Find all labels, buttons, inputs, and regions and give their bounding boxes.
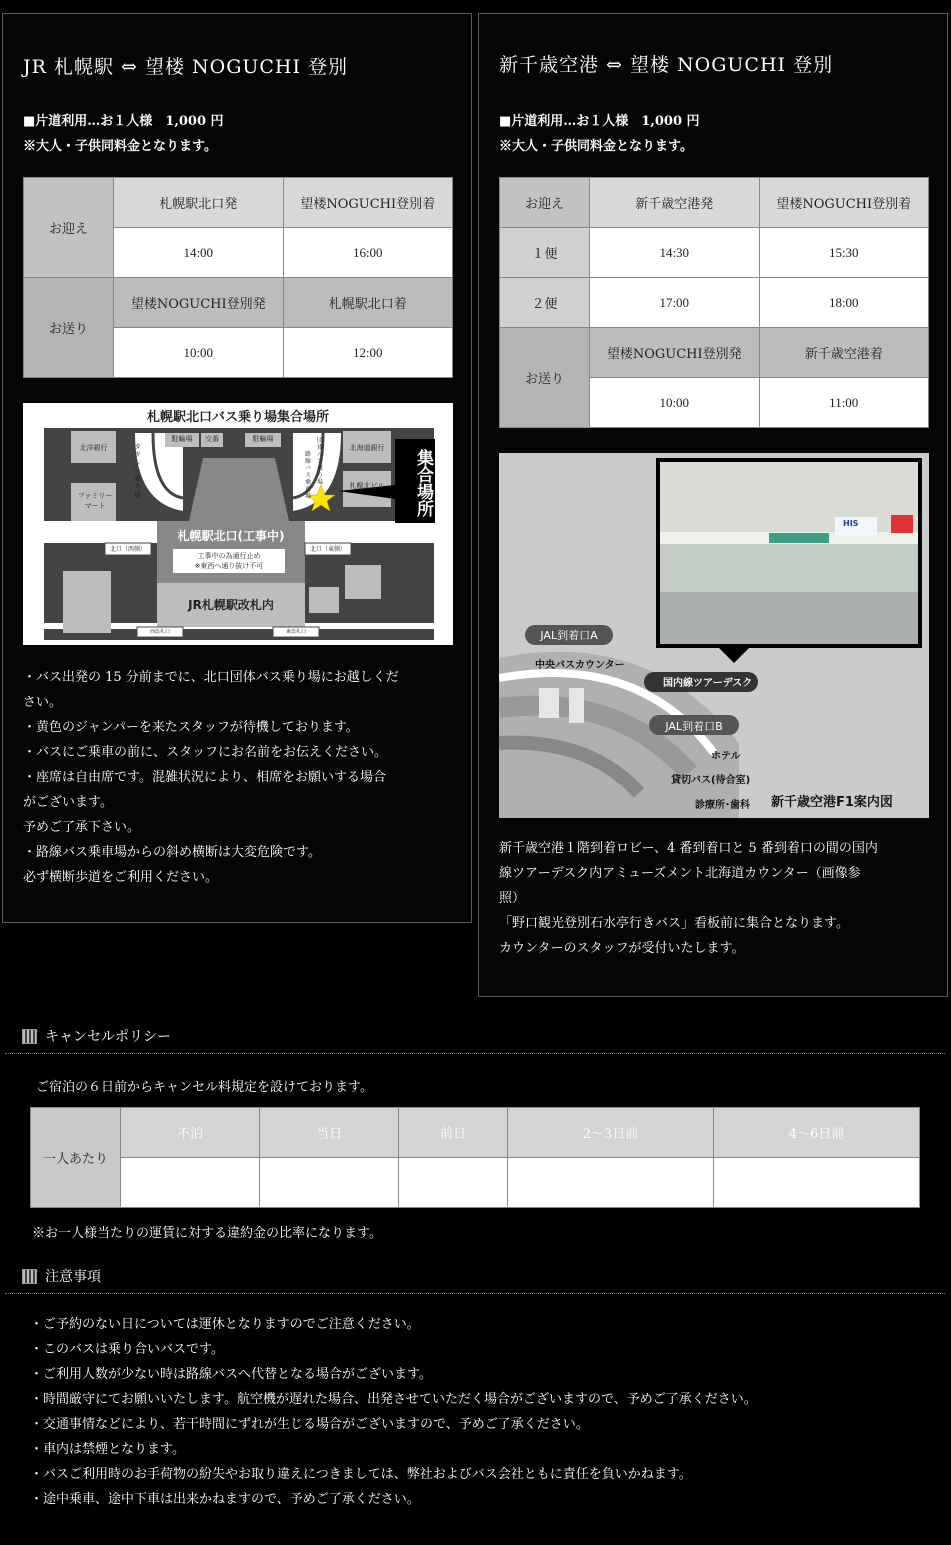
airport-trip1-label: １便 bbox=[500, 228, 590, 278]
airport-fare-note: ※大人・子供同料金となります。 bbox=[499, 139, 693, 154]
airport-panel bbox=[478, 13, 948, 997]
airport-pickup-to: 望楼NOGUCHI登別着 bbox=[759, 178, 929, 228]
caution-item: ・時間厳守にてお願いいたします。航空機が遅れた場合、出発させていただく場合がございますので、予めご了承ください。 bbox=[30, 1392, 757, 1407]
sapporo-note: さい。 bbox=[23, 695, 63, 710]
map-taxi: タクシー乗り場 bbox=[134, 443, 141, 499]
cancel-intro: ご宿泊の６日前からキャンセル料規定を設けております。 bbox=[36, 1080, 373, 1095]
sapporo-note: ・バスにご乗車の前に、スタッフにお名前をお伝えください。 bbox=[23, 745, 388, 760]
cancel-footnote: ※お一人様当たりの運賃に対する違約金の比率になります。 bbox=[32, 1226, 382, 1241]
airport-map-title: 新千歳空港F1案内図 bbox=[771, 795, 893, 810]
sapporo-dropoff-arr: 12:00 bbox=[283, 328, 453, 378]
sapporo-pickup-dep: 14:00 bbox=[114, 228, 284, 278]
sapporo-route-title: JR 札幌駅 ⇔ 望楼 NOGUCHI 登別 bbox=[23, 56, 349, 78]
sapporo-note: ・座席は自由席です。混雑状況により、相席をお願いする場合 bbox=[23, 770, 386, 785]
cancel-row-label: 一人あたり bbox=[31, 1108, 121, 1208]
caution-item: ・車内は禁煙となります。 bbox=[30, 1442, 185, 1457]
airport-dropoff-label: お送り bbox=[500, 328, 590, 428]
map-east-gate: 東改札口 bbox=[285, 629, 306, 635]
jal-arrival-a: JAL到着口A bbox=[540, 629, 598, 642]
cancel-rate: 20% bbox=[714, 1158, 920, 1208]
map-hokkaido-bank: 北海道銀行 bbox=[349, 444, 385, 452]
airport-fare-line: ■片道利用…お１人様 1,000 円 bbox=[499, 114, 700, 129]
airport-floor-map bbox=[499, 453, 929, 818]
airport-dropoff-arr: 11:00 bbox=[759, 378, 929, 428]
map-bike1: 駐輪場 bbox=[171, 435, 193, 443]
sapporo-panel bbox=[2, 13, 472, 923]
cancel-rate: 80% bbox=[399, 1158, 508, 1208]
airport-note: 「野口観光登別石水亭行きバス」看板前に集合となります。 bbox=[499, 916, 849, 931]
sapporo-dropoff-to: 札幌駅北口着 bbox=[283, 278, 453, 328]
airport-note: 新千歳空港１階到着ロビー、4 番到着口と 5 番到着口の間の国内 bbox=[499, 841, 878, 856]
map-west-exit: 北口（西側） bbox=[109, 546, 146, 553]
map-koban: 交番 bbox=[205, 435, 219, 443]
map-gate: JR札幌駅改札内 bbox=[188, 598, 274, 612]
cancel-col-header: 不泊 bbox=[121, 1108, 260, 1158]
airport-pickup-label: お迎え bbox=[500, 178, 590, 228]
map-meeting-point: 集合場所 bbox=[413, 449, 433, 517]
cancel-col-header: 4〜6日前 bbox=[714, 1108, 920, 1158]
sapporo-note: ・バス出発の 15 分前までに、北口団体バス乗り場にお越しくだ bbox=[23, 670, 399, 685]
sapporo-pickup-from: 札幌駅北口発 bbox=[114, 178, 284, 228]
map-hokuyo: 北洋銀行 bbox=[79, 444, 108, 452]
sapporo-dropoff-from: 望楼NOGUCHI登別発 bbox=[114, 278, 284, 328]
cancel-col-header: 2〜3日前 bbox=[508, 1108, 714, 1158]
section-icon bbox=[22, 1269, 37, 1284]
caution-item: ・このバスは乗り合いバスです。 bbox=[30, 1342, 224, 1357]
central-bus-counter: 中央バスカウンター bbox=[535, 660, 625, 671]
sapporo-notes bbox=[23, 665, 455, 890]
airport-pickup-from: 新千歳空港発 bbox=[590, 178, 760, 228]
caution-title: 注意事項 bbox=[45, 1269, 101, 1285]
caution-item: ・交通事情などにより、若干時間にずれが生じる場合がございますので、予めご了承ください。 bbox=[30, 1417, 589, 1432]
cancel-rate: 50% bbox=[508, 1158, 714, 1208]
map-group-bus: 団体バス乗り場 bbox=[317, 437, 324, 486]
map-route-bus: 路線バス乗車場 bbox=[305, 451, 312, 500]
jal-arrival-b: JAL到着口B bbox=[665, 720, 723, 733]
airport-fare bbox=[499, 109, 700, 159]
sapporo-fare-line: ■片道利用…お１人様 1,000 円 bbox=[23, 114, 224, 129]
sapporo-note: ・路線バス乗車場からの斜め横断は大変危険です。 bbox=[23, 845, 321, 860]
cancel-col-header: 当日 bbox=[260, 1108, 399, 1158]
airport-trip2-dep: 17:00 bbox=[590, 278, 760, 328]
caution-list bbox=[30, 1312, 757, 1512]
sapporo-fare-note: ※大人・子供同料金となります。 bbox=[23, 139, 217, 154]
cancel-table bbox=[30, 1107, 920, 1208]
sapporo-station-map bbox=[23, 403, 453, 645]
caution-item: ・ご予約のない日については運休となりますのでご注意ください。 bbox=[30, 1317, 420, 1332]
airport-note: 照） bbox=[499, 891, 526, 906]
charter-bus-label: 貸切バス(待合室) bbox=[671, 775, 751, 786]
sapporo-note: 予めご了承下さい。 bbox=[23, 820, 141, 835]
cancel-rate: 100% bbox=[121, 1158, 260, 1208]
section-icon bbox=[22, 1029, 37, 1044]
sapporo-dropoff-dep: 10:00 bbox=[114, 328, 284, 378]
sapporo-dropoff-label: お送り bbox=[24, 278, 114, 378]
map-bike2: 駐輪場 bbox=[252, 435, 274, 443]
divider bbox=[5, 1053, 945, 1054]
airport-note: カウンターのスタッフが受付いたします。 bbox=[499, 941, 745, 956]
hotel-label: ホテル bbox=[711, 751, 741, 762]
sapporo-note: 必ず横断歩道をご利用ください。 bbox=[23, 870, 219, 885]
airport-trip1-arr: 15:30 bbox=[759, 228, 929, 278]
airport-note: 線ツアーデスク内アミューズメント北海道カウンター（画像参 bbox=[499, 866, 861, 881]
airport-notes bbox=[499, 836, 931, 961]
airport-route-title: 新千歳空港 ⇔ 望楼 NOGUCHI 登別 bbox=[499, 54, 834, 76]
cancel-policy-heading bbox=[22, 1026, 171, 1046]
airport-trip2-arr: 18:00 bbox=[759, 278, 929, 328]
airport-trip1-dep: 14:30 bbox=[590, 228, 760, 278]
sapporo-note: ・黄色のジャンパーを来たスタッフが待機しております。 bbox=[23, 720, 359, 735]
map-construction-2: ※東西へ通り抜け不可 bbox=[194, 562, 264, 570]
caution-item: ・ご利用人数が少ない時は路線バスへ代替となる場合がございます。 bbox=[30, 1367, 432, 1382]
divider bbox=[5, 1293, 945, 1294]
caution-item: ・途中乗車、途中下車は出来かねますので、予めご了承ください。 bbox=[30, 1492, 420, 1507]
airport-trip2-label: ２便 bbox=[500, 278, 590, 328]
sapporo-schedule-table bbox=[23, 177, 453, 378]
his-sign: HIS bbox=[843, 519, 859, 528]
sapporo-map-title: 札幌駅北口バス乗り場集合場所 bbox=[146, 410, 329, 425]
map-east-exit: 北口（東側） bbox=[309, 546, 346, 553]
sapporo-note: がございます。 bbox=[23, 795, 113, 810]
airport-schedule-table bbox=[499, 177, 929, 428]
sapporo-pickup-arr: 16:00 bbox=[283, 228, 453, 278]
airport-dropoff-dep: 10:00 bbox=[590, 378, 760, 428]
map-west-gate: 西改札口 bbox=[149, 629, 170, 635]
cancel-rate: 100% bbox=[260, 1158, 399, 1208]
domestic-tour-desk: 国内線ツアーデスク bbox=[663, 678, 753, 689]
sapporo-pickup-label: お迎え bbox=[24, 178, 114, 278]
airport-dropoff-to: 新千歳空港着 bbox=[759, 328, 929, 378]
cancel-col-header: 前日 bbox=[399, 1108, 508, 1158]
caution-item: ・バスご利用時のお手荷物の紛失やお取り違えにつきましては、弊社およびバス会社ともに責任を負いかねます。 bbox=[30, 1467, 692, 1482]
map-family: ファミリーマート bbox=[77, 492, 113, 510]
airport-dropoff-from: 望楼NOGUCHI登別発 bbox=[590, 328, 760, 378]
map-north-exit: 札幌駅北口(工事中) bbox=[177, 529, 285, 543]
map-construction-1: 工事中の為通行止め bbox=[197, 552, 261, 560]
clinic-label: 診療所･歯科 bbox=[695, 800, 750, 811]
caution-heading bbox=[22, 1266, 101, 1286]
sapporo-pickup-to: 望楼NOGUCHI登別着 bbox=[283, 178, 453, 228]
cancel-policy-title: キャンセルポリシー bbox=[45, 1029, 171, 1045]
sapporo-fare bbox=[23, 109, 224, 159]
map-kita-bldg: 札幌北ビル bbox=[349, 482, 385, 490]
